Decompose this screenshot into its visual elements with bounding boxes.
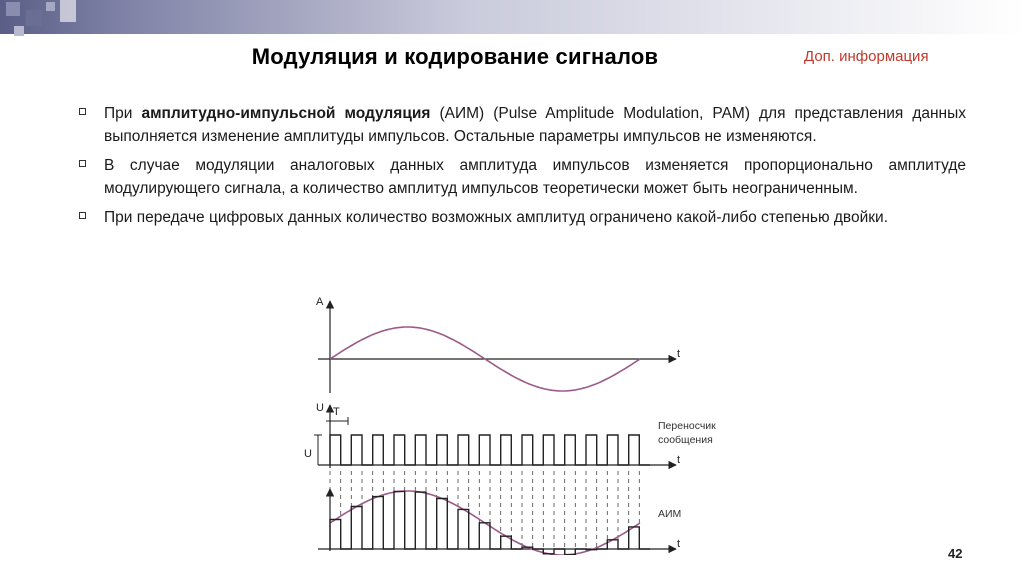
axis-label-t: t [677,348,681,360]
bullet-text: В случае модуляции аналоговых данных амплитуда импульсов изменяется пропорционально амплитуде модулирующего сигнала, а количество амплитуд импульсов теоретически может быть неограниченным. [104,157,966,197]
dashed-guides [330,471,639,555]
axis-label-u: U [316,402,324,414]
decor-square [6,2,20,16]
pam-diagram [296,293,736,555]
pam-label: АИМ [658,508,682,520]
square-bullet-icon [79,212,86,219]
axis-label-u-level: U [304,448,312,460]
page-number: 42 [948,546,963,561]
decor-square [26,10,42,26]
slide-title: Модуляция и кодирование сигналов [251,44,659,69]
axis-label-t: t [677,538,681,550]
axis-label-a: A [316,296,324,308]
decor-square [60,0,76,22]
bullet-list [76,102,966,235]
decor-square [14,26,24,36]
bullet-item [76,206,966,229]
top-decor-bar [0,0,1024,34]
carrier-pulse-train [330,435,650,465]
decor-square [46,2,55,11]
axis-label-period: T [333,406,340,418]
square-bullet-icon [79,160,86,167]
bullet-item [76,154,966,200]
extra-info-link[interactable]: Доп. информация [804,48,929,65]
carrier-label: Переносчик [658,420,716,432]
bullet-text: При амплитудно-импульсной модуляция (АИМ) (Pulse Amplitude Modulation, PAM) для представления данных выполняется изменение амплитуды импульсов. Остальные параметры импульсов не изменяются. [104,105,966,145]
bullet-item [76,102,966,148]
bullet-text: При передаче цифровых данных количество возможных амплитуд ограничено какой-либо степенью двойки. [104,209,889,226]
square-bullet-icon [79,108,86,115]
carrier-label: сообщения [658,434,713,446]
axis-label-t: t [677,454,681,466]
